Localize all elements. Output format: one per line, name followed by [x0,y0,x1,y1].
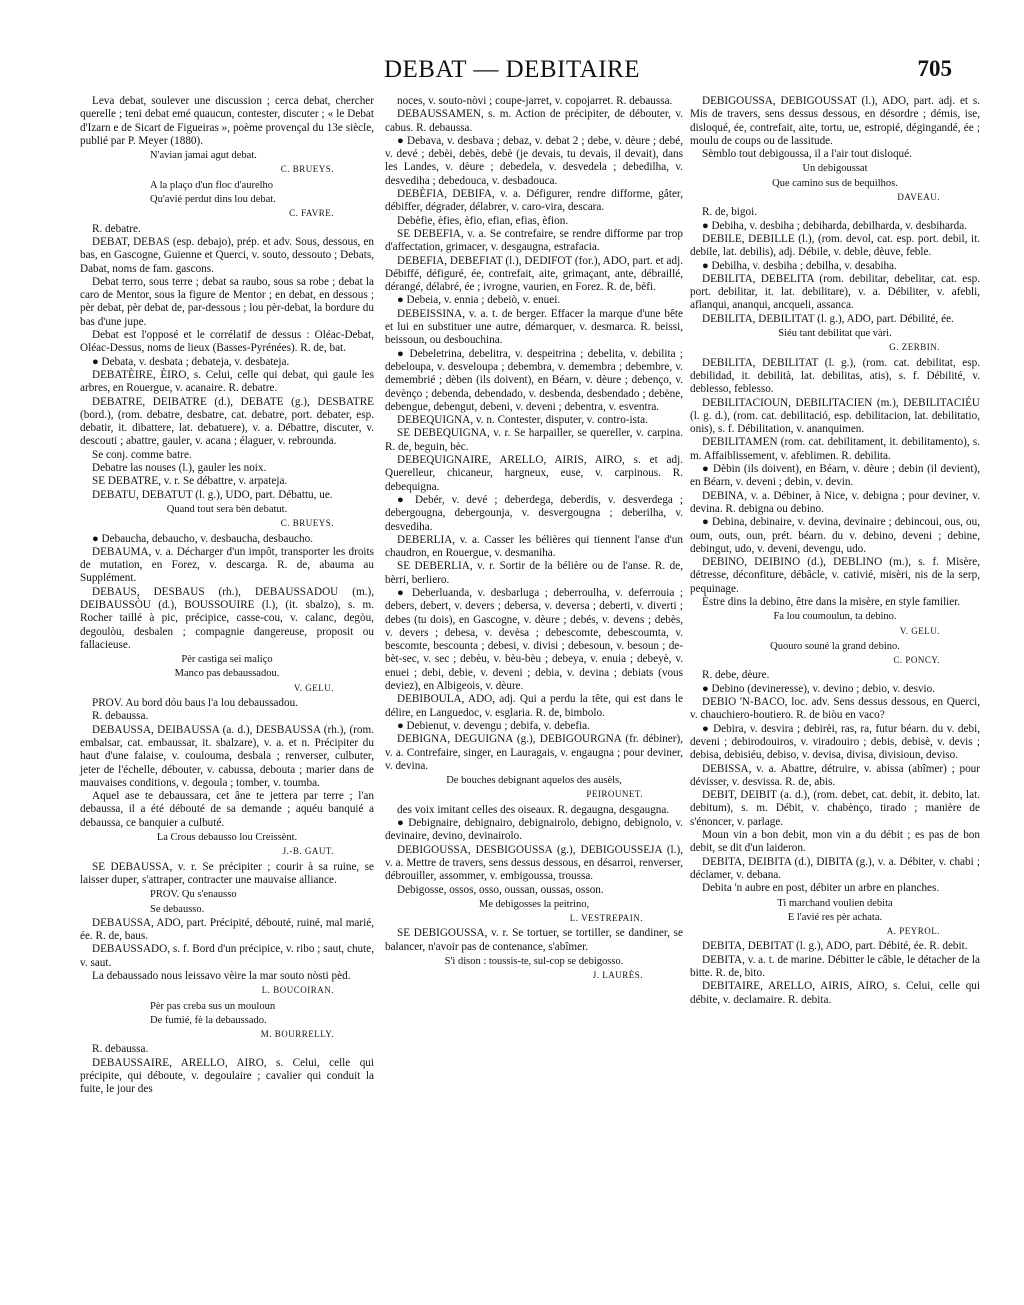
dictionary-entry: SE DEBEQUIGNA, v. r. Se harpailler, se quereller, v. carpina. R. de, beguin, bèc. [385,427,683,453]
dictionary-entry: DEBEQUIGNAIRE, ARELLO, AIRIS, AIRO, s. et adj. Querelleur, chicaneur, hargneux, euse, v. carpinous. R. debequigna. [385,454,683,493]
dictionary-entry: DEBAUSSA, DEIBAUSSA (a. d.), DESBAUSSA (rh.), (rom. embalsar, cat. embaussar, it. sbalzare), v. a. et n. Précipiter du haut d'une falaise, v. coulouma, desbala ; renverser, culbuter, jeter de l'échelle, débouter, v. cabussa, debouta ; marier dans de mauvaises conditions, v. degoula ; tomber, v. toumba. [80,723,374,789]
dictionary-entry: Leva debat, soulever une discussion ; cerca debat, chercher querelle ; teni debat emé quaucun, contester, discuter ; « le Debat d'Izarn e de Sicart de Figueiras », poème provençal du 13e siècle, publié par P. Meyer (1880). [80,95,374,147]
dictionary-entry: ● Debira, v. desvira ; debirèi, ras, ra, futur béarn. du v. debi, deveni ; debirodouiros, v. viradouiro ; debis, debisè, v. devis ; debisa, debisiéu, debiso, v. devisa, divisa, divisioun, deviso. [690,722,980,762]
column-left [80,95,374,1097]
dictionary-entry: DEBILITA, DEBELITA (rom. debilitar, debelitar, cat. esp. port. debilitar, it. lat. debilitare), v. a. Débiliter, v. afebli, aflanqui, ananqui, ancqueli, assanca. [690,272,980,312]
citation-author: L. VESTREPAIN. [569,913,643,924]
dictionary-entry: DEBATU, DEBATUT (l. g.), UDO, part. Débattu, ue. [92,488,333,501]
dictionary-entry: DEBILITA, DEBILITAT (l. g.), ADO, part. Débilité, ée. [702,312,954,325]
dictionary-entry: DEBAUS, DESBAUS (rh.), DEBAUSSADOU (m.), DEIBAUSSÒU (d.), BOUSSOUIRE (l.), (it. sbalzo), s. m. Rocher taillé à pic, précipice, casse-cou, v. calanc, degòu, degoulòu, desbalen ; compagnie dangereuse, proposit ou fallacieuse. [80,585,374,651]
quotation-line: Me debigosses la peitrino, [478,898,590,910]
dictionary-entry: DEBISSA, v. a. Abattre, détruire, v. abissa (abîmer) ; pour dévisser, v. desvissa. R. de, abis. [690,762,980,788]
dictionary-entry: DEBAUSSAIRE, ARELLO, AIRO, s. Celui, celle qui précipite, qui déboute, v. degoulaire ; cavalier qui conduit la fuite, le jour des [80,1056,374,1096]
dictionary-entry: noces, v. souto-nòvi ; coupe-jarret, v. copojarret. R. debaussa. [397,95,673,107]
dictionary-entry: DEBIGNA, DEGUIGNA (g.), DEBIGOURGNA (fr. débiner), v. a. Contrefaire, singer, en Lauragais, v. engaugna ; pour deviner, v. devina. [385,733,683,772]
quotation-line: Que camino sus de bequilhos. [772,177,898,189]
dictionary-entry: PROV. Au bord dóu baus l'a lou debaussadou. [92,697,298,710]
dictionary-entry: R. debaussa. [92,1043,149,1056]
page-number: 705 [917,56,952,81]
citation-author: DAVEAU. [897,192,940,203]
dictionary-entry: DEBILE, DEBILLE (l.), (rom. devol, cat. esp. port. debil, it. debile, lat. debilis), adj. Débile, v. deble, dèuve, feble. [690,232,980,259]
quotation-line: E l'avié res pèr achata. [787,911,883,923]
dictionary-entry: DEBINO, DEIBINO (d.), DEBLINO (m.), s. f. Misère, détresse, déconfiture, débâcle, v. cativié, misèri, nis de la serp, pequinage. [690,556,980,595]
citation-author: J. LAURÈS. [592,970,643,981]
dictionary-entry: DEBEFIA, DEBEFIAT (l.), DEDIFOT (for.), ADO, part. et adj. Débiffé, défiguré, ée, contrefait, aite, grimaçant, ante, débraillé, dérangé, délabré, ée ; ivrogne, vaurien, en Forez. R. de, bèfi. [385,254,683,294]
page-title: DEBAT — DEBITAIRE [383,56,641,83]
citation-author: C. BRUEYS. [280,518,334,529]
dictionary-entry: Debita 'n aubre en post, débiter un arbre en planches. [702,882,940,895]
citation-author: C. FAVRE. [289,208,334,219]
dictionary-entry: ● Debava, v. desbava ; debaz, v. debat 2 ; debe, v. dèure ; debé, v. devé ; debèi, debès, debè (je devais, tu devais, il devait), dans les Landes, v. dèure ; debedela, v. desvedela ; debedilha, v. desvediha ; debedouca, v. desbadouca. [385,134,683,187]
citation-author: L. BOUCOIRAN. [261,985,334,996]
dictionary-entry: Èstre dins la debino, être dans la misère, en style familier. [702,595,961,608]
dictionary-entry: Debigosse, ossos, osso, oussan, oussas, osson. [397,883,604,896]
dictionary-entry: SE DEBERLIA, v. r. Sortir de la bélière ou de l'anse. R. de, bèrri, berliero. [385,560,683,586]
dictionary-entry: DEBILITAMEN (rom. cat. debilitament, it. debilitamento), s. m. Affaiblissement, v. afeblimen. R. debilita. [690,436,980,462]
dictionary-entry: ● Debiha, v. desbiha ; debiharda, debilharda, v. desbiharda. [702,219,968,232]
dictionary-entry: DEBATRE, DEIBATRE (d.), DEBATE (g.), DESBATRE (bord.), (rom. debatre, desbatre, cat. debatre, port. debater, esp. debatir, it. dibattere, lat. debatuere), v. a. Débattre, discuter, v. descouti ; abattre, gauler, v. acana ; élaguer, v. rebrounda. [80,395,374,448]
dictionary-entry: DEBAUSSA, ADO, part. Précipité, débouté, ruiné, mal marié, ée. R. de, baus. [80,916,374,943]
dictionary-entry: SE DEBEFIA, v. a. Se contrefaire, se rendre difforme par trop d'affectation, grimacer, v. desgaugna, estrafacia. [385,227,683,254]
quotation-line: Se debausso. [150,903,205,915]
quotation-line: Quouro souné la grand debino. [770,640,900,652]
dictionary-entry: DEBAUSSADO, s. f. Bord d'un précipice, v. ribo ; saut, chute, v. saut. [80,943,374,969]
column-middle [385,95,683,985]
dictionary-entry: R. de, bigoi. [702,206,758,219]
dictionary-entry: DEBEISSINA, v. a. t. de berger. Effacer la marque d'une bête et lui en substituer une autre, démarquer, v. desmarca. R. beissi, beissoun, ou desbouchina. [385,307,683,347]
citation-author: A. PEYROL. [886,926,940,937]
dictionary-entry: ● Debeletrina, debelitra, v. despeitrina ; debelita, v. debilita ; debeloupa, v. desveloupa ; debembra, v. demembra ; debembre, v. demembrié ; dèben (ils doivent), en Béarn, v. dèure ; debenço, v. devènço ; debenda, debendado, v. desbenda, desbendado ; debène, debengue, debengut, debeni, v. deveni ; debentra, v. esventra. [385,347,683,413]
quotation-line: N'avian jamai agut debat. [150,150,257,162]
dictionary-entry: ● Dèbin (ils doivent), en Béarn, v. dèure ; debin (il devient), en Béarn, v. deveni ; debin, v. devin. [690,463,980,489]
dictionary-entry: SE DEBAUSSA, v. r. Se précipiter ; courir à sa ruine, se laisser duper, s'attraper, contracter une mauvaise alliance. [80,860,374,886]
dictionary-entry: DEBITA, DEIBITA (d.), DIBITA (g.), v. a. Débiter, v. chabi ; déclamer, v. debana. [690,855,980,881]
dictionary-entry: des voix imitant celles des oiseaux. R. degaugna, desgaugna. [397,803,670,816]
quotation-line: De fumié, fè la debaussado. [150,1014,267,1026]
dictionary-entry: SE DEBATRE, v. r. Se débattre, v. arpateja. [92,475,288,488]
quotation-line: Qu'avié perdut dins lou debat. [150,194,276,206]
dictionary-entry: Debatre las nouses (l.), gauler les noix. [92,462,267,475]
citation-author: G. ZERBIN. [889,342,940,353]
dictionary-entry: DEBIGOUSSA, DESBIGOUSSA (g.), DEBIGOUSSEJA (l.), v. a. Mettre de travers, sens dessus dessous, en désarroi, renverser, débrouiller, assommer, v. embigoussa, troussa. [385,843,683,883]
dictionary-entry: DEBILITA, DEBILITAT (l. g.), (rom. cat. debilitat, esp. debilidad, it. debilità, lat. debilitas, atis), s. f. Débilité, v. deblesso, feblesso. [690,356,980,396]
citation-author: V. GELU. [293,682,334,693]
dictionary-entry: ● Debata, v. desbata ; debateja, v. desbateja. [92,355,290,368]
dictionary-entry: DEBAUSSAMEN, s. m. Action de précipiter, de débouter, v. cabus. R. debaussa. [385,108,683,134]
dictionary-entry: Se conj. comme batre. [92,448,192,461]
quotation-line: Fa lou coumoulun, ta debino. [773,611,897,623]
dictionary-entry: DEBEQUIGNA, v. n. Contester, disputer, v. contro-ista. [397,414,648,427]
quotation-line: Pèr castiga sei maliço [181,654,273,666]
dictionary-entry: DEBITA, v. a. t. de marine. Débitter le câble, le détacher de la bitte. R. de, bito. [690,953,980,979]
dictionary-entry: DEBITAIRE, ARELLO, AIRIS, AIRO, s. Celui, celle qui débite, v. declamaire. R. debita. [690,980,980,1006]
dictionary-entry: DEBERLIA, v. a. Casser les bélières qui tiennent l'anse d'un chaudron, en Rouergue, v. desmaniha. [385,533,683,560]
dictionary-entry: ● Debeia, v. ennia ; debeiò, v. enuei. [397,294,561,307]
citation-author: M. BOURRELLY. [260,1029,334,1040]
dictionary-entry: ● Debér, v. devé ; deberdega, deberdis, v. desverdega ; debergougna, debergounja, v. desvergougna ; deberilha, v. desvediha. [385,493,683,533]
dictionary-entry: DEBAUMA, v. a. Décharger d'un impôt, transporter les droits de mutation, en Forez, v. descarga. R. de, abauma au Supplément. [80,545,374,585]
quotation-line: Ti marchand voulien debita [777,897,893,909]
dictionary-entry: DEBIBOULA, ADO, adj. Qui a perdu la tête, qui est dans le délire, en Languedoc, v. esglaria. R. de, bimbolo. [385,693,683,719]
dictionary-entry: DEBÈFIA, DEBIFA, v. a. Défigurer, rendre difforme, gâter, débiffer, dégrader, délabrer, v. caro-vira, descara. [385,188,683,214]
dictionary-entry: R. debe, dèure. [702,669,770,682]
dictionary-entry: DEBIT, DEIBIT (a. d.), (rom. debet, cat. debit, it. debito, lat. debitum), s. m. Débit, v. chabènço, tirado ; manière de s'énoncer, v. parlage. [690,789,980,828]
citation-author: J.-B. GAUT. [282,846,334,857]
dictionary-entry: DEBATÈIRE, ÈIRO, s. Celui, celle qui debat, qui gaule les arbres, en Rouergue, v. acanaire. R. debatre. [80,368,374,395]
dictionary-entry: La debaussado nous leissavo vèire la mar souto nòsti pèd. [92,970,351,982]
quotation-line: Quand tout sera bèn debatut. [166,503,288,515]
dictionary-entry: DEBITA, DEBITAT (l. g.), ADO, part. Débité, ée. R. debit. [702,940,968,953]
quotation-line: Pèr pas creba sus un mouloun [150,1000,276,1012]
dictionary-entry: ● Debignaire, debignairo, debignairolo, debigno, debignolo, v. devinaire, devino, devinairolo. [385,817,683,843]
dictionary-entry: Debat terro, sous terre ; debat sa raubo, sous sa robe ; debat la caro de Mentor, sous la figure de Mentor ; en debat, en dessous ; pèr debat, pèr debat de, par-dessous ; lou pèr-debat, la bordure du bas d'une jupe. [80,275,374,328]
dictionary-entry: DEBAT, DEBAS (esp. debajo), prép. et adv. Sous, dessous, en bas, en Gascogne, Guienne et Querci, v. souto, dessouto ; Debats, Dabat, noms de fam. gascons. [80,235,374,275]
quotation-line: S'i dison : toussis-te, sul-cop se debigosso. [444,956,624,967]
quotation-line: Siéu tant debilitat que vàri. [778,328,892,340]
dictionary-entry: Aquel ase te debaussara, cet âne te jettera par terre ; l'an debaussa, il a été débouté de sa demande ; aquéu banquié a debaussa, ce banquier a culbuté. [80,790,374,829]
citation-author: C. BRUEYS. [280,164,334,175]
quotation-line: PROV. Qu s'enausso [150,889,237,901]
dictionary-entry: ● Debina, debinaire, v. devina, devinaire ; debincoui, ous, ou, oum, outs, oun, prét. béarn. du v. debino, deveni ; debine, debingut, udo, v. deveni, devengu, udo. [690,516,980,555]
dictionary-entry: DEBILITACIOUN, DEBILITACIEN (m.), DEBILITACIÉU (l. g. d.), (rom. cat. debilitació, esp. debilitacion, lat. debilitatio, onis), s. f. Débilitation, v. ananquimen. [690,396,980,436]
citation-author: C. PONCY. [893,655,940,666]
quotation-line: La Crous debausso lou Creissènt. [156,832,298,844]
quotation-line: Manco pas debaussadou. [174,668,280,680]
column-right [690,95,980,1007]
dictionary-entry: DEBIO 'N-BACO, loc. adv. Sens dessus dessous, en Querci, v. chauchiero-boutiero. R. de biòu en vaco? [690,696,980,722]
dictionary-entry: ● Debilha, v. desbiha ; debilha, v. desabiha. [702,259,897,272]
dictionary-entry: ● Deberluanda, v. desbarluga ; deberroulha, v. deferrouia ; debers, debert, v. devers ; debersa, v. deversa ; deberti, v. diverti ; debes (tu dois), en Gascogne, v. dèure ; debés, v. devens ; debès, v. devers ; debesa, v. devèsa ; debescomte, debescoumta, v. bescomte, bescounta ; debesi, v. divisi ; debesoun, v. besoun ; de-bèt-sec, v. sec ; debèu, v. bèu-bèu ; debeya, v. enuia ; debeyè, v. enuei ; debi, debie, v. deveni ; debia, v. devina ; debiats (vous deviez), en Albigeois, v. dèure. [385,586,683,693]
dictionary-entry: DEBIGOUSSA, DEBIGOUSSAT (l.), ADO, part. adj. et s. Mis de travers, sens dessus dessous, en désordre ; démis, ise, disloqué, ée, contrefait, aite, tortu, ue, estropié, dégingandé, ée ; moulu de coups ou de lassitude. [690,95,980,147]
dictionary-entry: DEBINA, v. a. Débiner, à Nice, v. debigna ; pour deviner, v. devina. R. debigna ou debino. [690,489,980,515]
quotation-line: De bouches debignant aquelos des ausèls, [446,775,622,787]
dictionary-entry: ● Debaucha, debaucho, v. desbaucha, desbaucho. [92,532,313,545]
citation-author: PEIROUNET. [586,789,643,800]
dictionary-entry: ● Debino (devineresse), v. devino ; debio, v. desvio. [702,682,936,695]
dictionary-entry: Debat est l'opposé et le corrélatif de dessus : Oléac-Debat, Oléac-Dessus, noms de lieux (Basses-Pyrénées). R. de, bat. [80,329,374,355]
dictionary-entry: R. debatre. [92,222,141,235]
quotation-line: A la plaço d'un floc d'aurelho [150,179,274,191]
dictionary-entry: R. debaussa. [92,710,149,723]
quotation-line: Un debigoussat [802,163,868,175]
citation-author: V. GELU. [899,625,940,636]
dictionary-entry: Sèmblo tout debigoussa, il a l'air tout disloqué. [702,148,912,161]
dictionary-entry: Moun vin a bon debit, mon vin a du débit ; es pas de bon debit, se dit d'un laideron. [690,829,980,855]
dictionary-entry: ● Debienut, v. devengu ; debifa, v. debefia. [397,719,590,732]
dictionary-entry: SE DEBIGOUSSA, v. r. Se tortuer, se tortiller, se dandiner, se balancer, n'avoir pas de contenance, s'abîmer. [385,927,683,953]
dictionary-entry: Debèfie, èfies, èfio, efian, efias, èfion. [397,214,569,227]
page-header [0,56,1024,90]
